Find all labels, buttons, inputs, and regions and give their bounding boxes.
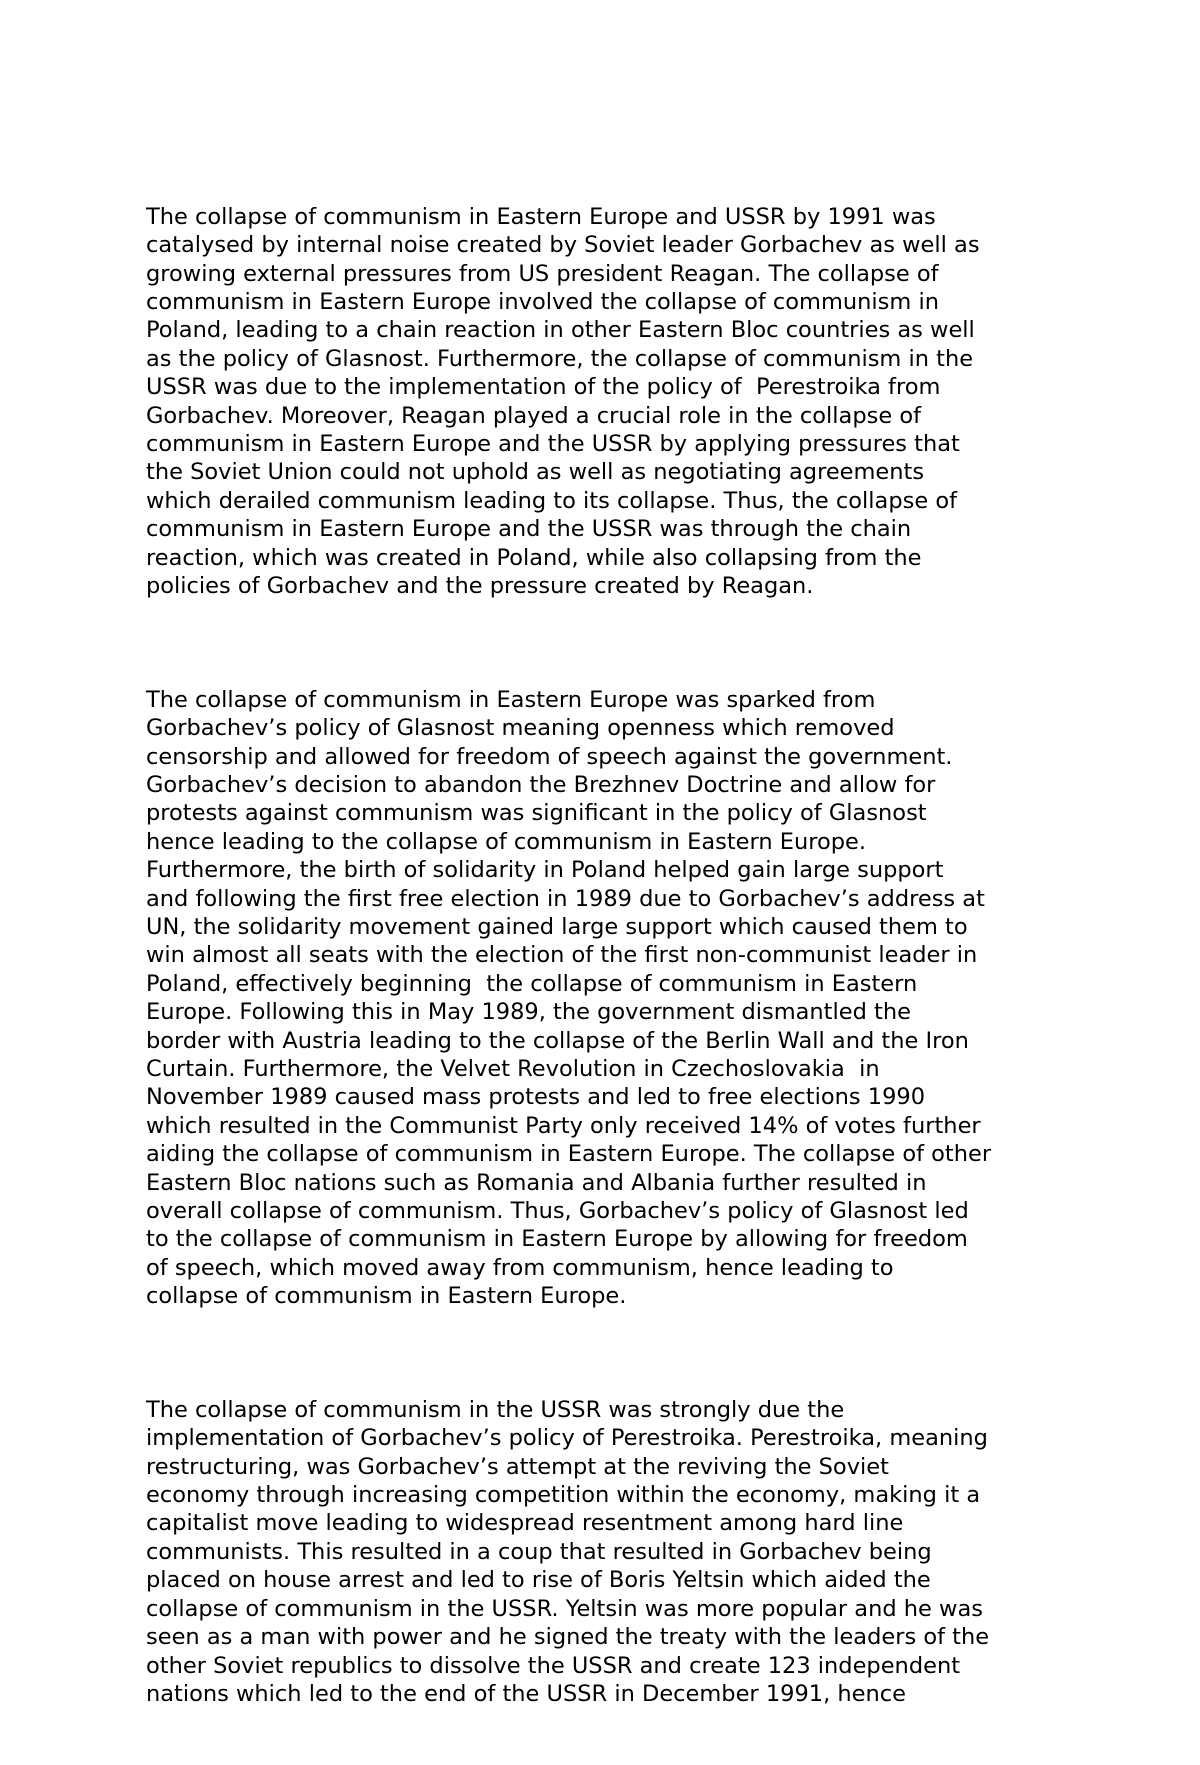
document-body: [146, 146, 1066, 1765]
paragraph-introduction: The collapse of communism in Eastern Europe and USSR by 1991 was catalysed by internal noise created by Soviet leader Gorbachev as well as growing external pressures from US president Reagan. The collapse of communism in Eastern Europe involved the collapse of communism in Poland, leading to a chain reaction in other Eastern Bloc countries as well as the policy of Glasnost. Furthermore, the collapse of communism in the USSR was due to the implementation of the policy of Perestroika from Gorbachev. Moreover, Reagan played a crucial role in the collapse of communism in Eastern Europe and the USSR by applying pressures that the Soviet Union could not uphold as well as negotiating agreements which derailed communism leading to its collapse. Thus, the collapse of communism in Eastern Europe and the USSR was through the chain reaction, which was created in Poland, while also collapsing from the policies of Gorbachev and the pressure created by Reagan.: [146, 203, 980, 600]
paragraph-eastern-europe: The collapse of communism in Eastern Europe was sparked from Gorbachev’s policy of Glasnost meaning openness which removed censorship and allowed for freedom of speech against the government. Gorbachev’s decision to abandon the Brezhnev Doctrine and allow for protests against communism was significant in the policy of Glasnost hence leading to the collapse of communism in Eastern Europe. Furthermore, the birth of solidarity in Poland helped gain large support and following the first free election in 1989 due to Gorbachev’s address at UN, the solidarity movement gained large support which caused them to win almost all seats with the election of the first non-communist leader in Poland, effectively beginning the collapse of communism in Eastern Europe. Following this in May 1989, the government dismantled the border with Austria leading to the collapse of the Berlin Wall and the Iron Curtain. Furthermore, the Velvet Revolution in Czechoslovakia in November 1989 caused mass protests and led to free elections 1990 which resulted in the Communist Party only received 14% of votes further aiding the collapse of communism in Eastern Europe. The collapse of other Eastern Bloc nations such as Romania and Albania further resulted in overall collapse of communism. Thus, Gorbachev’s policy of Glasnost led to the collapse of communism in Eastern Europe by allowing for freedom of speech, which moved away from communism, hence leading to collapse of communism in Eastern Europe.: [146, 686, 992, 1310]
paragraph-ussr: The collapse of communism in the USSR was strongly due the implementation of Gorbachev’s policy of Perestroika. Perestroika, meaning restructuring, was Gorbachev’s attempt at the reviving the Soviet economy through increasing competition within the economy, making it a capitalist move leading to widespread resentment among hard line communists. This resulted in a coup that resulted in Gorbachev being placed on house arrest and led to rise of Boris Yeltsin which aided the collapse of communism in the USSR. Yeltsin was more popular and he was seen as a man with power and he signed the treaty with the leaders of the other Soviet republics to dissolve the USSR and create 123 independent nations which led to the end of the USSR in December 1991, hence: [146, 1396, 990, 1707]
